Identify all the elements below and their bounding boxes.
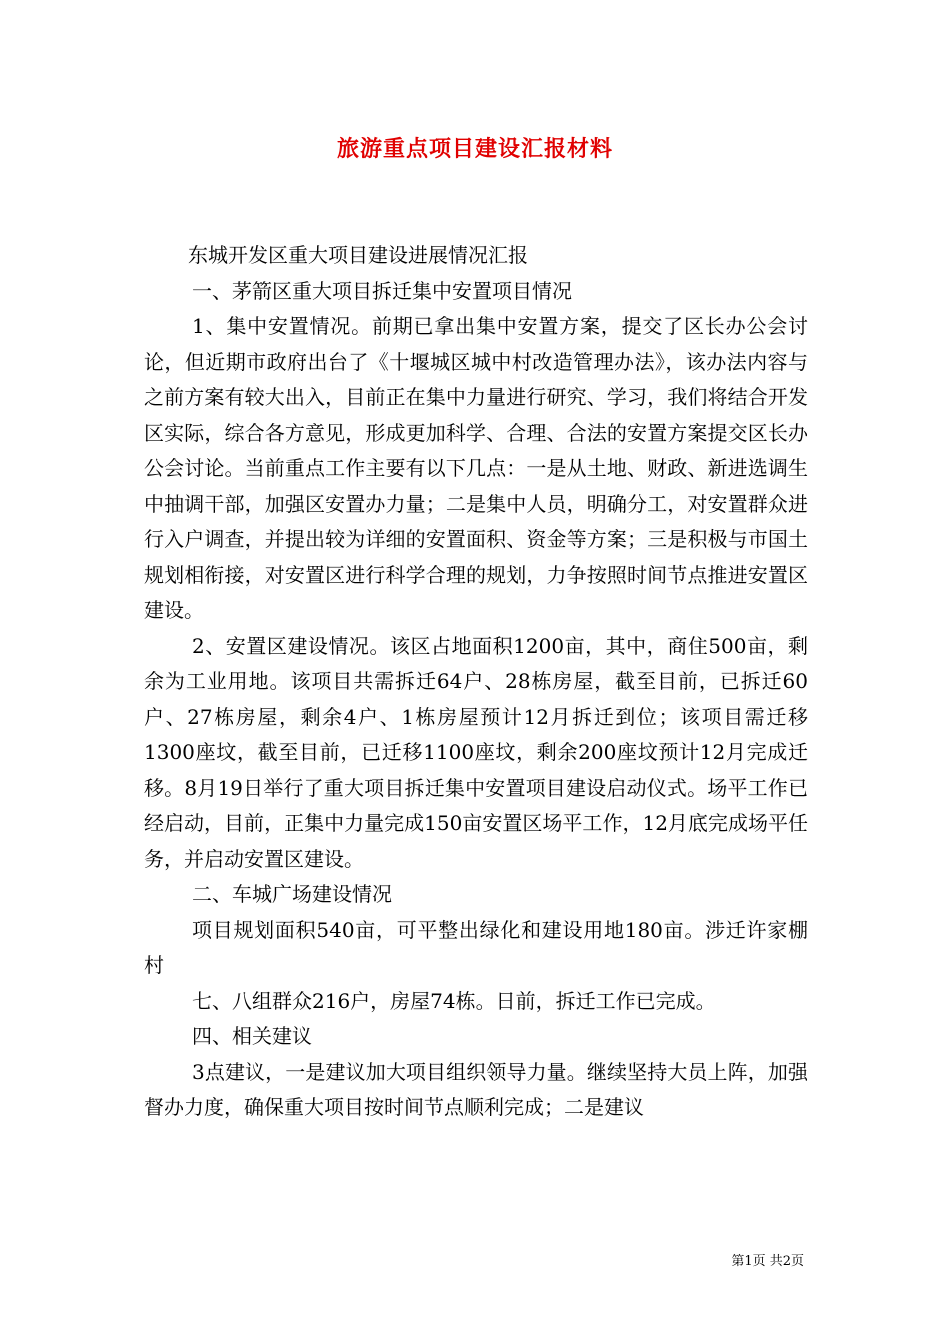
paragraph-demolition-status: 七、八组群众216户，房屋74栋。日前，拆迁工作已完成。 — [192, 988, 716, 1013]
paragraph-resettlement-area-construction: 2、安置区建设情况。该区占地面积1200亩，其中，商住500亩，剩余为工业用地。该项目共需拆迁64户、28栋房屋，截至目前，已拆迁60户、27栋房屋，剩余4户、1栋房屋预计12月拆迁到位；该项目需迁移1300座坟，截至目前，已迁移1100座坟，剩余200座坟预计12月完成迁移。8月19日举行了重大项目拆迁集中安置项目建设启动仪式。场平工作已经启动，目前，正集中力量完成150亩安置区场平工作，12月底完成场平任务，并启动安置区建设。 — [144, 633, 808, 871]
paragraph-section-two-heading: 二、车城广场建设情况 — [192, 882, 392, 906]
page-number-footer: 第1页 共2页 — [731, 1254, 804, 1269]
document-title: 旅游重点项目建设汇报材料 — [336, 136, 613, 162]
paragraph-suggestions: 3点建议，一是建议加大项目组织领导力量。继续坚持大员上阵，加强督办力度，确保重大项目按时间节点顺利完成；二是建议 — [144, 1059, 808, 1119]
paragraph-square-project: 项目规划面积540亩，可平整出绿化和建设用地180亩。涉迁许家棚村 — [144, 917, 808, 977]
paragraph-section-four-heading: 四、相关建议 — [192, 1024, 312, 1048]
paragraph-section-one-heading: 一、茅箭区重大项目拆迁集中安置项目情况 — [192, 278, 572, 303]
paragraph-resettlement-situation: 1、集中安置情况。前期已拿出集中安置方案，提交了区长办公会讨论，但近期市政府出台了《十堰城区城中村改造管理办法》，该办法内容与之前方案有较大出入，目前正在集中力量进行研究、学习，我们将结合开发区实际，综合各方意见，形成更加科学、合理、合法的安置方案提交区长办公会讨论。当前重点工作主要有以下几点：一是从土地、财政、新进选调生中抽调干部，加强区安置办力量；二是集中人员，明确分工，对安置群众进行入户调查，并提出较为详细的安置面积、资金等方案；三是积极与市国土规划相衔接，对安置区进行科学合理的规划，力争按照时间节点推进安置区建设。 — [144, 314, 808, 622]
paragraph-report-heading: 东城开发区重大项目建设进展情况汇报 — [188, 243, 528, 267]
document-body — [144, 238, 808, 1126]
